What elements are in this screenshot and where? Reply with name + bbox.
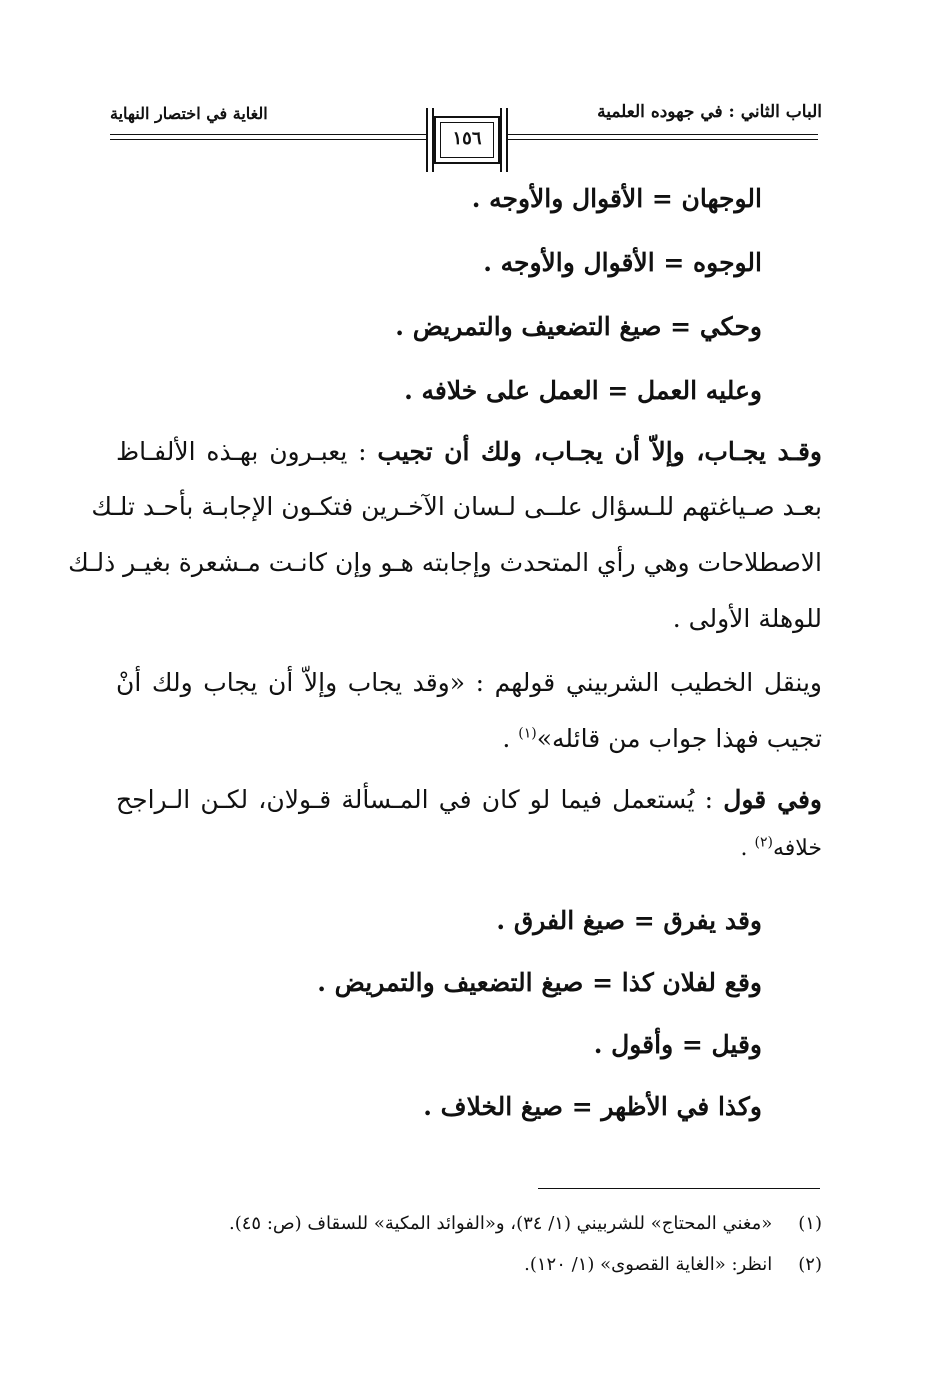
- paragraph-text: .: [740, 836, 748, 861]
- paragraph-line: للوهلة الأولى .: [672, 604, 822, 633]
- header-rule: [508, 139, 818, 140]
- paragraph-line: [740, 836, 822, 861]
- paragraph-text: : يُستعمل فيما لو كان في المـسألة قـولان، لكـن الـراجح: [116, 785, 714, 814]
- term-line: وقد يفرق = صيغ الفرق .: [496, 906, 762, 935]
- paragraph-lead-term: وقـد يجـاب، وإلاّ أن يجـاب، ولك أن تجيب: [377, 437, 823, 466]
- footnote-number: (٢): [798, 1254, 822, 1275]
- footnote-ref: (١): [518, 725, 537, 742]
- paragraph-line: [116, 785, 822, 814]
- term-line: وقع لفلان كذا = صيغ التضعيف والتمريض .: [317, 968, 762, 997]
- header-rule: [508, 134, 818, 135]
- footnote-separator: [538, 1188, 820, 1189]
- running-header-chapter: الباب الثاني : في جهوده العلمية: [597, 102, 822, 122]
- running-header-book-title: الغاية في اختصار النهاية: [110, 104, 268, 123]
- paragraph-line: الاصطلاحات وهي رأي المتحدث وإجابته هـو وإن كانـت مـشعرة بغيـر ذلـك: [68, 548, 822, 577]
- paragraph-text: : يعبـرون بهـذه الألفـاظ: [116, 437, 367, 466]
- term-line: وقيل = وأقول .: [593, 1030, 762, 1059]
- header-rule: [110, 139, 428, 140]
- page-number-frame: [426, 108, 508, 172]
- footnote-text: «مغني المحتاج» للشربيني (١/ ٣٤)، و«الفوائد المكية» للسقاف (ص: ٤٥).: [229, 1213, 773, 1234]
- term-line: الوجوه = الأقوال والأوجه .: [483, 248, 762, 277]
- paragraph-text: تجيب فهذا جواب من قائله»: [536, 724, 822, 753]
- footnote-text: انظر: «الغاية القصوى» (١/ ١٢٠).: [524, 1254, 773, 1275]
- footnote-number: (١): [798, 1213, 822, 1234]
- footnote-ref: (٢): [754, 834, 773, 851]
- page-number: ١٥٦: [452, 128, 482, 149]
- term-line: وحكي = صيغ التضعيف والتمريض .: [395, 312, 762, 341]
- header-rule: [110, 134, 428, 135]
- paragraph-line: بعـد صـياغتهم للـسؤال علــى لـسان الآخـرين فتكـون الإجابـة بأحـد تلـك: [91, 492, 822, 521]
- term-line: وعليه العمل = العمل على خلافه .: [404, 376, 762, 405]
- paragraph-text: .: [502, 724, 511, 753]
- paragraph-text: خلافه: [772, 836, 822, 861]
- term-line: الوجهان = الأقوال والأوجه .: [471, 184, 762, 213]
- footnote: [524, 1254, 822, 1275]
- footnote: [229, 1213, 822, 1234]
- paragraph-lead-term: وفي قول: [723, 785, 822, 814]
- paragraph-line: وينقل الخطيب الشربيني قولهم : «وقد يجاب وإلاّ أن يجاب ولك أنْ: [116, 668, 822, 697]
- paragraph-line: [502, 724, 822, 753]
- term-line: وكذا في الأظهر = صيغ الخلاف .: [423, 1092, 762, 1121]
- paragraph-line: [116, 437, 822, 466]
